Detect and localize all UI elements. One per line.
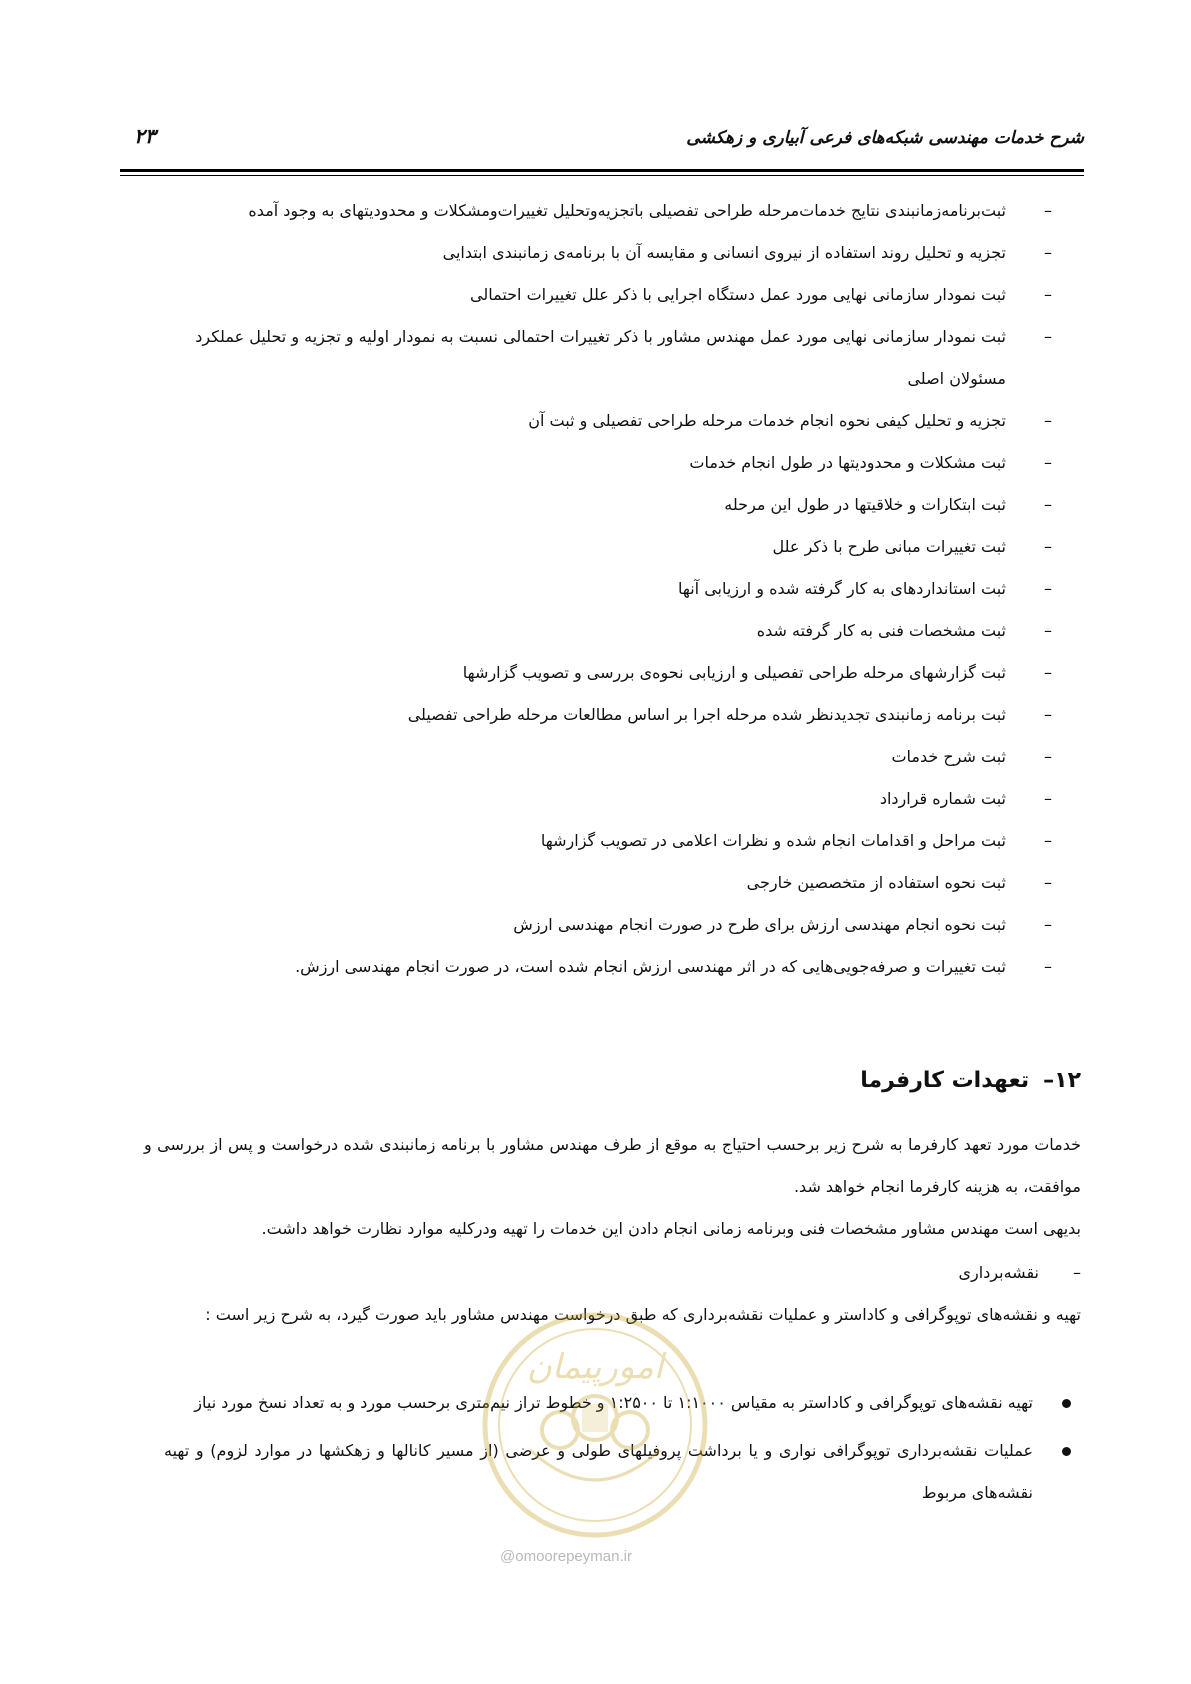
list-item (130, 526, 1076, 568)
dash-marker: – (1044, 243, 1052, 262)
list-item-text: ثبت استانداردهای به کار گرفته شده و ارزیابی آنها (677, 579, 1006, 598)
list-item (130, 400, 1076, 442)
dash-marker: – (1044, 327, 1052, 346)
dash-marker: – (1044, 831, 1052, 850)
dash-marker: – (1044, 957, 1052, 976)
dash-marker: – (1044, 579, 1052, 598)
list-item-text: ثبت ابتکارات و خلاقیتها در طول این مرحله (724, 495, 1006, 514)
dash-marker: – (1044, 453, 1052, 472)
dash-marker: – (1044, 411, 1052, 430)
list-item (130, 190, 1076, 232)
list-item (130, 904, 1076, 946)
dash-marker: – (1044, 915, 1052, 934)
dash-marker: – (1044, 705, 1052, 724)
list-item (130, 568, 1076, 610)
list-item-text: ثبت مشکلات و محدودیتها در طول انجام خدمات (689, 453, 1006, 472)
list-item-text: ثبت‌برنامه‌زمانبندی نتایج خدمات‌مرحله طراحی تفصیلی باتجزیه‌وتحلیل تغییرات‌ومشکلات و محدودیتهای به وجود آمده (248, 201, 1006, 220)
dash-marker: – (1044, 285, 1052, 304)
list-item (130, 610, 1076, 652)
list-item-text: ثبت نحوه انجام مهندسی ارزش برای طرح در صورت انجام مهندسی ارزش (513, 915, 1006, 934)
list-item (130, 316, 1076, 400)
section-title: تعهدات کارفرما (860, 1068, 1030, 1093)
list-item (130, 652, 1076, 694)
dash-marker: – (1044, 201, 1052, 220)
list-item (130, 778, 1076, 820)
paragraph-employer-services: خدمات مورد تعهد کارفرما به شرح زیر برحسب احتیاج به موقع از طرف مهندس مشاور با برنامه زمانبندی شده درخواست و پس از بررسی و موافقت، به هزینه کارفرما انجام خواهد شد. (144, 1135, 1081, 1196)
bullet-item-text: عملیات نقشه‌برداری توپوگرافی نواری و یا برداشت پروفیلهای طولی و عرضی (از مسیر کانالها و زهکشها در موارد لزوم) و تهیه نقشه‌های مربوط (164, 1441, 1033, 1502)
survey-description: تهیه و نقشه‌های توپوگرافی و کاداستر و عملیات نقشه‌برداری که طبق درخواست مهندس مشاور باید صورت گیرد، به شرح زیر است : (205, 1305, 1081, 1324)
list-item (130, 274, 1076, 316)
list-item-text: ثبت تغییرات و صرفه‌جویی‌هایی که در اثر مهندسی ارزش انجام شده است، در صورت انجام مهندسی ارزش. (295, 957, 1006, 976)
dash-marker: – (1073, 1263, 1081, 1282)
bullet-item (164, 1430, 1081, 1514)
list-item-text: تجزیه و تحلیل کیفی نحوه انجام خدمات مرحله طراحی تفصیلی و ثبت آن (528, 411, 1006, 430)
dash-marker: – (1044, 747, 1052, 766)
list-item-text: ثبت گزارشهای مرحله طراحی تفصیلی و ارزیابی نحوه‌ی بررسی و تصویب گزارشها (462, 663, 1006, 682)
bullet-dot-icon (1062, 1447, 1071, 1456)
list-item-text: ثبت مشخصات فنی به کار گرفته شده (756, 621, 1006, 640)
page-header (120, 118, 1084, 158)
list-item (130, 820, 1076, 862)
dash-marker: – (1044, 495, 1052, 514)
survey-label: نقشه‌برداری (958, 1263, 1039, 1282)
list-item (130, 736, 1076, 778)
list-item (130, 442, 1076, 484)
list-item (130, 694, 1076, 736)
dash-marker: – (1044, 537, 1052, 556)
bullet-item (164, 1382, 1081, 1424)
list-item-text: ثبت تغییرات مبانی طرح با ذکر علل (772, 537, 1006, 556)
survey-bullet-list (164, 1382, 1081, 1520)
list-item-text: ثبت نمودار سازمانی نهایی مورد عمل دستگاه اجرایی با ذکر علل تغییرات احتمالی (470, 285, 1006, 304)
bullet-dot-icon (1062, 1399, 1071, 1408)
list-item (130, 232, 1076, 274)
section-number: ۱۲– (1043, 1068, 1081, 1093)
header-rule-thin (120, 175, 1084, 176)
dash-marker: – (1044, 873, 1052, 892)
section-heading (860, 1068, 1081, 1093)
running-title: شرح خدمات مهندسی شبکه‌های فرعی آبیاری و زهکشی (686, 128, 1084, 148)
dash-marker: – (1044, 663, 1052, 682)
list-item-text: ثبت شماره قرارداد (879, 789, 1006, 808)
header-rule-thick (120, 169, 1084, 172)
paragraph-consultant-supervision: بدیهی است مهندس مشاور مشخصات فنی وبرنامه زمانی انجام دادن این خدمات را تهیه ودرکلیه موارد نظارت خواهد داشت. (261, 1219, 1081, 1238)
watermark-url: @omoorepeyman.ir (500, 1548, 632, 1565)
list-item-text: ثبت مراحل و اقدامات انجام شده و نظرات اعلامی در تصویب گزارشها (540, 831, 1006, 850)
list-item-text: ثبت شرح خدمات (891, 747, 1006, 766)
list-item-text: ثبت برنامه زمانبندی تجدیدنظر شده مرحله اجرا بر اساس مطالعات مرحله طراحی تفصیلی (407, 705, 1006, 724)
list-item (130, 946, 1076, 988)
dash-marker: – (1044, 621, 1052, 640)
survey-list-item (959, 1252, 1082, 1294)
list-item-text: تجزیه و تحلیل روند استفاده از نیروی انسانی و مقایسه آن با برنامه‌ی زمانبندی ابتدایی (442, 243, 1006, 262)
watermark-logo-text: امورپیمان (526, 1347, 664, 1387)
bullet-item-text: تهیه نقشه‌های توپوگرافی و کاداستر به مقیاس ۱:۱۰۰۰ تا ۱:۲۵۰۰ و خطوط تراز نیم‌متری برحسب مورد و به تعداد نسخ مورد نیاز (194, 1393, 1033, 1412)
dash-marker: – (1044, 789, 1052, 808)
requirements-list (130, 190, 1076, 988)
list-item (130, 862, 1076, 904)
list-item-text: ثبت نمودار سازمانی نهایی مورد عمل مهندس مشاور با ذکر تغییرات احتمالی نسبت به نمودار اولیه و تجزیه و تحلیل عملکرد مسئولان اصلی (195, 327, 1006, 388)
list-item-text: ثبت نحوه استفاده از متخصصین خارجی (746, 873, 1006, 892)
list-item (130, 484, 1076, 526)
page-number: ۲۳ (134, 124, 156, 148)
